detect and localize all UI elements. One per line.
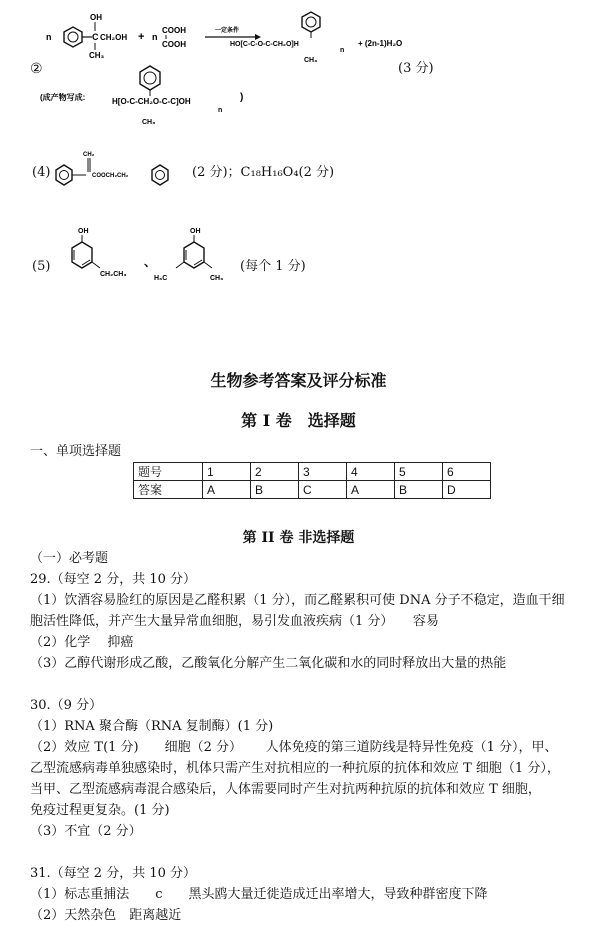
volume-1-title: 第 I 卷 选择题 (241, 411, 356, 430)
table-cell: A (347, 481, 395, 499)
benzene-ring (152, 165, 168, 185)
item-5-ethyl: CH₂CH₃ (100, 271, 127, 278)
single-choice-heading: 一、单项选择题 (30, 444, 122, 459)
table-cell: B (395, 481, 443, 499)
item-5-score: (每个 1 分) (240, 259, 306, 274)
item-5-structures (58, 222, 238, 294)
item-5-methyl-right: CH₃ (210, 275, 224, 282)
volume-2-title: 第 II 卷 非选择题 (242, 530, 355, 546)
q31-heading: 31.（每空 2 分，共 10 分） (30, 866, 197, 881)
alt-product-figure (40, 60, 260, 128)
alt-formula: H[O-C-CH₂O-C-C]OH (112, 97, 191, 106)
item-5-sep: 、 (144, 255, 157, 269)
benzene-ring (302, 12, 320, 32)
q29-heading: 29.（每空 2 分，共 10 分） (30, 572, 197, 587)
acid-coeff: n (152, 32, 158, 42)
item-4-ch2: CH₂ (83, 152, 95, 158)
benzene-ring (72, 242, 92, 268)
reactant-ch2oh: CH₂OH (100, 33, 128, 42)
reactant-coeff: n (46, 32, 52, 42)
answer-table (133, 462, 491, 499)
reactant-oh: OH (90, 13, 102, 22)
table-cell: D (443, 481, 491, 499)
benzene-ring (56, 165, 72, 185)
table-cell: 4 (347, 463, 395, 481)
acid-bottom: COOH (162, 40, 186, 49)
table-row-header: 答案 (134, 481, 203, 499)
acid-top: COOH (162, 26, 186, 35)
product-water: + (2n-1)H₂O (358, 39, 403, 48)
reaction-condition: 一定条件 (215, 28, 240, 34)
table-cell: 2 (251, 463, 299, 481)
arrow-head-icon (255, 34, 261, 40)
required-heading: （一）必考题 (30, 551, 109, 566)
reaction-equation-figure (40, 6, 460, 66)
table-cell: 3 (299, 463, 347, 481)
table-cell: 1 (203, 463, 251, 481)
q30-heading: 30.（9 分） (30, 698, 103, 713)
item-4-score: (2 分)；C₁₈H₁₆O₄(2 分) (192, 165, 335, 180)
item-4-ester: COOCH₂CH₂ (92, 173, 129, 179)
benzene-ring (140, 66, 160, 90)
item-5-oh-2: OH (190, 228, 201, 235)
q29-line: （2）化学 抑癌 (30, 635, 134, 650)
product-n: n (340, 47, 345, 54)
q30-line: （3）不宜（2 分） (30, 824, 142, 839)
table-row (134, 481, 491, 499)
reactant-c: C (92, 32, 99, 42)
table-row-header: 题号 (134, 463, 203, 481)
q29-line: （3）乙醇代谢形成乙酸，乙酸氧化分解产生二氧化碳和水的同时释放出大量的热能 (30, 656, 507, 671)
benzene-ring (184, 242, 204, 268)
q30-line: （1）RNA 聚合酶（RNA 复制酶）(1 分) (30, 719, 274, 734)
alt-close: ) (240, 92, 244, 103)
item-4-structure (52, 150, 184, 190)
table-cell: 5 (395, 463, 443, 481)
alt-ch3: CH₃ (142, 119, 156, 126)
item-4-label: (4) (32, 165, 51, 180)
item-5-methyl-left: H₃C (154, 275, 168, 282)
q29-line: 胞活性降低，并产生大量异常血细胞，易引发血液疾病（1 分） 容易 (30, 614, 439, 629)
table-cell: 6 (443, 463, 491, 481)
table-cell: C (299, 481, 347, 499)
page-title: 生物参考答案及评分标准 (210, 371, 387, 390)
q30-line: （2）效应 T(1 分) 细胞（2 分） 人体免疫的第三道防线是特异性免疫（1 分），甲、 (30, 740, 558, 755)
plus-sign: + (138, 31, 145, 43)
alt-n: n (218, 107, 223, 114)
q31-line: （2）天然杂色 距离越近 (30, 908, 182, 923)
table-cell: B (251, 481, 299, 499)
q30-line: 当甲、乙型流感病毒混合感染后，人体需要同时产生对抗两种抗原的抗体和效应 T 细胞， (30, 782, 541, 797)
reactant-ch3: CH₃ (89, 51, 105, 60)
q30-line: 乙型流感病毒单独感染时，机体只需产生对抗相应的一种抗原的抗体和效应 T 细胞（1 分）， (30, 761, 560, 776)
q31-line: （1）标志重捕法 c 黑头鸥大量迁徙造成迁出率增大，导致种群密度下降 (30, 887, 488, 902)
product-formula: HO[C-C-O-C-CH₂O]H (230, 41, 299, 48)
item-5-label: (5) (32, 259, 51, 274)
q29-line: （1）饮酒容易脸红的原因是乙醛积累（1 分），而乙醛累积可使 DNA 分子不稳定，造血干细 (30, 593, 565, 608)
item-2-score: (3 分) (398, 61, 434, 76)
item-5-oh-1: OH (78, 228, 89, 235)
table-cell: A (203, 481, 251, 499)
alt-label: (成产物写成: (40, 93, 86, 102)
product-ch3: CH₃ (304, 57, 318, 64)
table-row (134, 463, 491, 481)
item-2-marker: ② (30, 61, 43, 77)
benzene-ring (64, 27, 82, 47)
q30-line: 免疫过程更复杂。(1 分) (30, 803, 170, 818)
